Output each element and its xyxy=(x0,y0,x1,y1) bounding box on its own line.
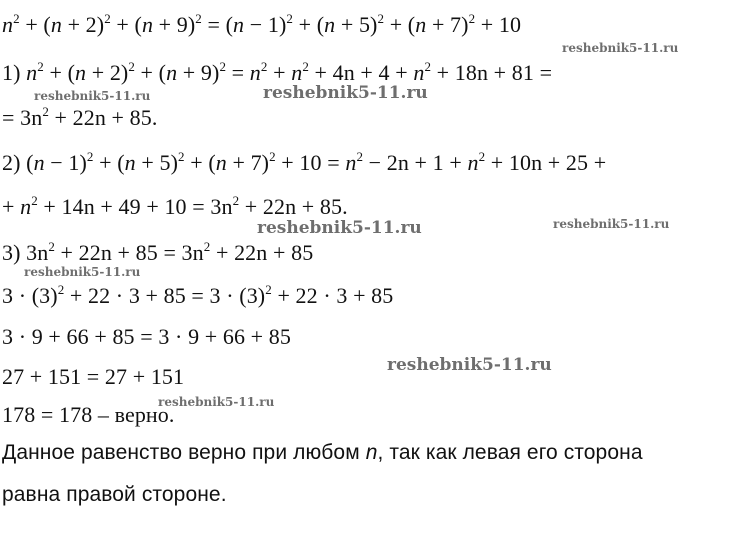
watermark: reshebnik5-11.ru xyxy=(34,89,151,103)
watermark: reshebnik5-11.ru xyxy=(24,265,141,279)
equation-line-8: 3 · 9 + 66 + 85 = 3 · 9 + 66 + 85 xyxy=(2,324,291,349)
watermark: reshebnik5-11.ru xyxy=(553,217,670,231)
watermark: reshebnik5-11.ru xyxy=(257,218,422,238)
equation-line-9: 27 + 151 = 27 + 151 xyxy=(2,364,185,389)
equation-line-4: 2) $(n - 1)^2 + (n + 5)^2 + (n + 7)^2 + 10 = n^2 - 2n + 1 + n^2 + 10n + 25$ + xyxy=(2,149,607,175)
equation-line-10: 178 = 178 – верно. xyxy=(2,402,175,427)
equation-line-1: $n^2 + (n + 2)^2 + (n + 9)^2 = (n - 1)^2 + (n + 5)^2 + (n + 7)^2 + 10$ xyxy=(2,11,522,37)
watermark: reshebnik5-11.ru xyxy=(263,83,428,103)
equation-line-3: = $3n^2 + 22n + 85$. xyxy=(2,104,158,130)
conclusion-line-2: равна правой стороне. xyxy=(2,483,227,506)
conclusion-line-1: Данное равенство верно при любом n, так как левая его сторона xyxy=(2,441,643,464)
equation-line-5: + $n^2 + 14n + 49 + 10 = 3n^2 + 22n + 85$. xyxy=(2,193,348,219)
equation-line-7: $3 \cdot (3)^2 + 22 \cdot 3 + 85 = 3 \cdot (3)^2 + 22 \cdot 3 + 85$ xyxy=(2,282,394,308)
watermark: reshebnik5-11.ru xyxy=(158,395,275,409)
watermark: reshebnik5-11.ru xyxy=(562,41,679,55)
watermark: reshebnik5-11.ru xyxy=(387,355,552,375)
equation-line-2: 1) $n^2 + (n + 2)^2 + (n + 9)^2 = n^2 + n^2 + 4n + 4 + n^2 + 18n + 81$ = xyxy=(2,59,553,85)
equation-line-6: 3) $3n^2 + 22n + 85 = 3n^2 + 22n + 85$ xyxy=(2,239,314,265)
